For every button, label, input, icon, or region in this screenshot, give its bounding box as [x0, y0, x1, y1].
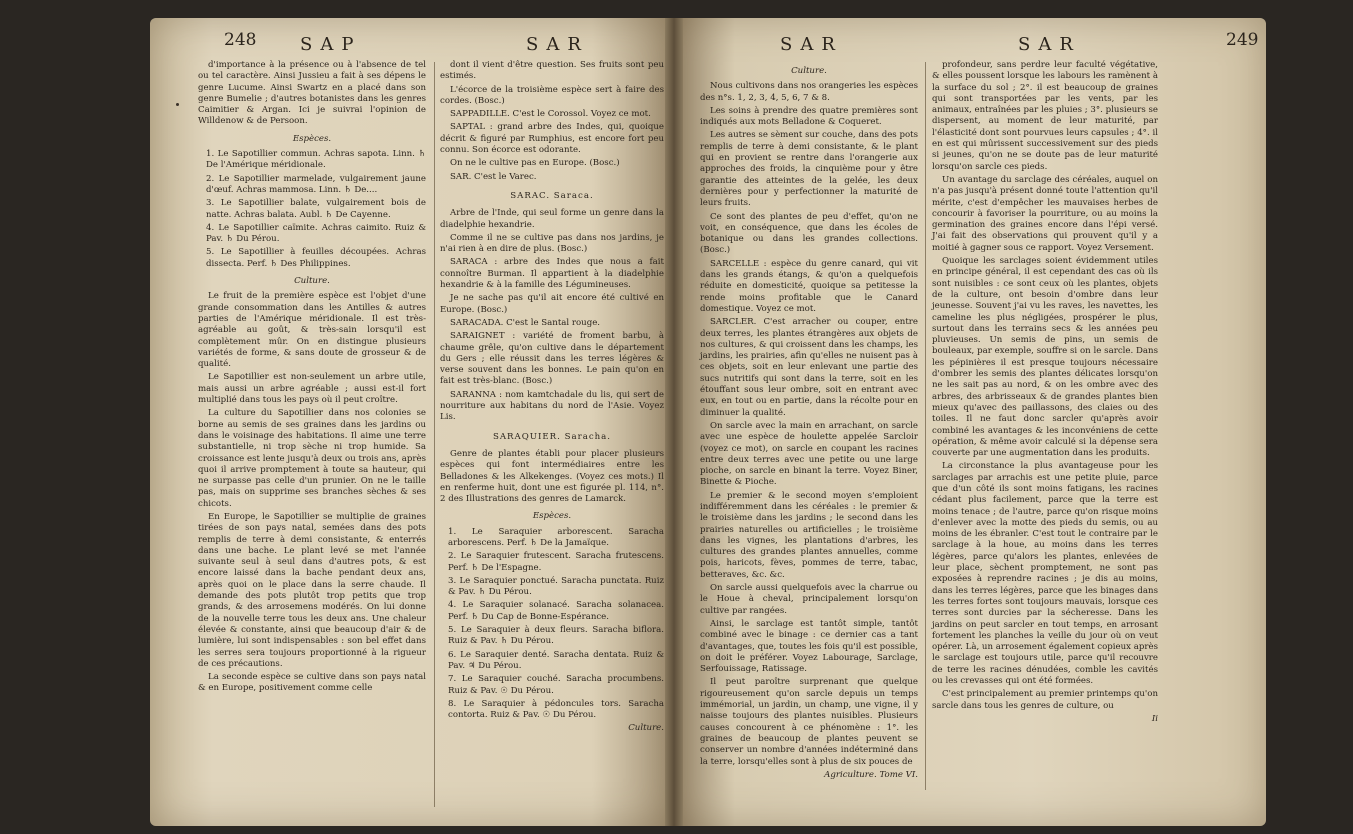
section-heading: Espèces.: [292, 133, 332, 144]
species-entry: 1. Le Sapotillier commun. Achras sapota. Linn. ♄ De l'Amérique méridionale.: [206, 149, 426, 171]
book-gutter: [665, 18, 683, 826]
species-entry: 5. Le Saraquier à deux fleurs. Saracha biflora. Ruiz & Pav. ♄ Du Pérou.: [448, 625, 664, 647]
right-column-rule: [925, 62, 926, 790]
paragraph: En Europe, le Sapotillier se multiplie de graines tirées de son pays natal, semées dans des pots remplis de terre à demi consistante, & enterrés dans une bache. Le plant levé se met l'année suivante seul à seul dans d'autres pots, & est encore laissé dans la bache pendant deux ans, après quoi on le place dans la serre chaude. Il demande des pots plutôt trop petits que trop grands, & des arrosemens modérés. On lui donne de la nouvelle terre tous les deux ans. Une chaleur élevée & constante, ainsi que beaucoup d'air & de lumière, lui sont indispensables : son bel effet dans les serres sera toujours proportionné à la rigueur de ces précautions.: [198, 511, 426, 669]
paragraph: La seconde espèce se cultive dans son pays natal & en Europe, positivement comme celle: [198, 672, 426, 694]
paragraph: Culture.: [628, 723, 664, 734]
paragraph: Ce sont des plantes de peu d'effet, qu'on ne voit, en conséquence, que dans les écoles de botanique ou dans les grandes collections. (Bosc.): [700, 211, 918, 256]
paragraph: Je ne sache pas qu'il ait encore été cultivé en Europe. (Bosc.): [440, 293, 664, 315]
right-column-2: [932, 60, 1158, 727]
left-header-left: SAP: [300, 34, 362, 55]
right-column-1: [700, 60, 918, 783]
paragraph: SAPTAL : grand arbre des Indes, qui, quoique décrit & figuré par Rumphius, est encore fort peu connu. Son écorce est odorante.: [440, 122, 664, 156]
paragraph: On sarcle aussi quelquefois avec la charrue ou le Houe à cheval, principalement lorsqu'on cultive par rangées.: [700, 583, 918, 616]
paragraph: Les soins à prendre des quatre premières sont indiqués aux mots Belladone & Coqueret.: [700, 105, 918, 128]
ink-spot: [176, 103, 179, 106]
paragraph: La culture du Sapotillier dans nos colonies se borne au semis de ses graines dans les jardins ou dans le voisinage des habitations. Il aime une terre substantielle, ni trop sèche ni trop humide. Sa croissance est lente jusqu'à deux ou trois ans, après quoi il arrive promptement à toute sa hauteur, qui ne surpasse pas celle d'un prunier. On ne le taille pas, mais on supprime ses branches sèches & ses chicots.: [198, 408, 426, 509]
species-entry: 2. Le Saraquier frutescent. Saracha frutescens. Perf. ♄ De l'Espagne.: [448, 551, 664, 573]
paragraph: L'écorce de la troisième espèce sert à faire des cordes. (Bosc.): [440, 84, 664, 106]
paragraph: Le fruit de la première espèce est l'objet d'une grande consommation dans les Antilles & autres parties de l'Amérique méridionale. Il est très-agréable au goût, & très-sain lorsqu'il est complètement mûr. On en distingue plusieurs variétés de forme, & sans doute de grosseur & de qualité.: [198, 291, 426, 370]
section-heading: Espèces.: [532, 511, 572, 522]
left-page-number: 248: [224, 30, 257, 50]
paragraph: profondeur, sans perdre leur faculté végétative, & elles poussent lorsque les labours les ramènent à la surface du sol ; 2°. il est beaucoup de graines qui sont transportées par les vents, par les animaux, entraînées par les pluies ; 3°. plusieurs se dispersent, au moment de leur maturité, par l'élasticité dont sont pourvues leurs capsules ; 4°. il en est qui mûrissent successivement sur des pieds si jeunes, qu'on ne se doute pas de leur maturité lorsqu'on sarcle ces pieds.: [932, 60, 1158, 172]
section-heading: Culture.: [791, 66, 827, 76]
right-header-right: SAR: [1018, 34, 1081, 55]
left-header-right: SAR: [526, 34, 589, 55]
paragraph: Les autres se sèment sur couche, dans des pots remplis de terre à demi consistante, & le plant qui en provient se rentre dans l'orangerie aux approches des froids, la cinquième pour y être garantie des atteintes de la gelée, les deux dernières pour y perfectionner la maturité de leurs fruits.: [700, 130, 918, 209]
species-entry: 6. Le Saraquier denté. Saracha dentata. Ruiz & Pav. ♃ Du Pérou.: [448, 649, 664, 671]
species-entry: 3. Le Sapotillier balate, vulgairement bois de natte. Achras balata. Aubl. ♄ De Cayenne.: [206, 198, 426, 220]
species-entry: 7. Le Saraquier couché. Saracha procumbens. Ruiz & Pav. ☉ Du Pérou.: [448, 674, 664, 696]
paragraph: On ne le cultive pas en Europe. (Bosc.): [450, 158, 620, 169]
paragraph: Un avantage du sarclage des céréales, auquel on n'a pas jusqu'à présent donné toute l'attention qu'il mérite, c'est d'empêcher les mauvaises herbes de concourir à favoriser la pourriture, ou au moins la germination des graines encore dans l'épi versé. J'ai fait des observations qui prouvent qu'il y a moitié à gagner sous ce rapport. Voyez Versement.: [932, 174, 1158, 253]
paragraph: SAR. C'est le Varec.: [450, 171, 537, 182]
species-entry: 4. Le Saraquier solanacé. Saracha solanacea. Perf. ♄ Du Cap de Bonne-Espérance.: [448, 600, 664, 622]
paragraph: Genre de plantes établi pour placer plusieurs espèces qui font intermédiaires entre les Belladones & les Alkekenges. (Voyez ces mots.) Il en renferme huit, dont une est figurée pl. 114, n°. 2 des Illustrations des genres de Lamarck.: [440, 448, 664, 505]
paragraph: C'est principalement au premier printemps qu'on sarcle dans tous les genres de culture, ou: [932, 689, 1158, 711]
paragraph: dont il vient d'être question. Ses fruits sont peu estimés.: [440, 60, 664, 82]
paragraph: Ainsi, le sarclage est tantôt simple, tantôt combiné avec le binage : ce dernier cas a tant d'avantages, que, toutes les fois qu'il est possible, on doit le préférer. Voyez Labourage, Sarclage, Serfouissage, Ratissage.: [700, 618, 918, 675]
left-column-2: [440, 60, 664, 737]
left-column-1: [198, 60, 426, 697]
paragraph: Ii: [1151, 713, 1158, 724]
left-column-rule: [434, 62, 435, 807]
species-entry: 8. Le Saraquier à pédoncules tors. Saracha contorta. Ruiz & Pav. ☉ Du Pérou.: [448, 698, 664, 721]
section-heading: Culture.: [294, 276, 330, 287]
paragraph: Quoique les sarclages soient évidemment utiles en principe général, il est cependant des cas où ils sont nuisibles : ce sont ceux où les plantes, objets de la culture, ont besoin d'ombre dans leur jeunesse. Souvent j'ai vu les raves, les navettes, les cameline les plus négligées, prospérer le plus, surtout dans les terrains secs & les années peu pluvieuses. Un semis de pins, un semis de bouleaux, par exemple, souffre si on le sarcle. Dans les pépinières il est presque toujours nécessaire d'ombrer les semis des plantes délicates lorsqu'on ne les sait pas au nord, & on les ombre avec des arbres, des arbrisseaux & de grandes plantes bien mieux qu'avec des paillassons, des claies ou des toiles. Il ne faut donc sarcler qu'après avoir combiné les avantages & les inconvéniens de cette opération, & même avoir calculé si la dépense sera couverte par une augmentation dans les produits.: [932, 256, 1158, 459]
paragraph: d'importance à la présence ou à l'absence de tel ou tel caractère. Ainsi Jussieu a fait à ses dépens le genre Lucume. Ainsi Swartz en a placé dans son genre Bumelie ; d'autres botanistes dans les genres Caimitier & Argan. Ici je suivrai l'opinion de Willdenow & de Persoon.: [198, 60, 426, 127]
paragraph: Le premier & le second moyen s'emploient indifféremment dans les céréales : le premier & le troisième dans les jardins ; le second dans les prairies naturelles ou artificielles ; le troisième dans les vignes, les plantations d'arbres, les cultures des grandes plantes annuelles, comme pois, haricots, fèves, pommes de terre, tabac, betteraves, &c. &c.: [700, 490, 918, 580]
paragraph: On sarcle avec la main en arrachant, on sarcle avec une espèce de houlette appelée Sarcloir (voyez ce mot), on sarcle en coupant les racines entre deux terres avec une petite ou une large pioche, on sarcle en binant la terre. Voyez Biner, Binette & Pioche.: [700, 420, 918, 488]
paragraph: SARCELLE : espèce du genre canard, qui vit dans les grands étangs, & qu'on a quelquefois réduite en domesticité, quoique sa petitesse la rende moins profitable que le Canard domestique. Voyez ce mot.: [700, 258, 918, 314]
paragraph: SARANNA : nom kamtchadale du lis, qui sert de nourriture aux habitans du nord de l'Asie. Voyez Lis.: [440, 389, 664, 423]
right-page-number: 249: [1226, 30, 1259, 50]
paragraph: Le Sapotillier est non-seulement un arbre utile, mais aussi un arbre agréable ; aussi est-il fort multiplié dans tous les pays où il peut croître.: [198, 372, 426, 406]
species-entry: 2. Le Sapotillier marmelade, vulgairement jaune d'œuf. Achras mammosa. Linn. ♄ De....: [206, 173, 426, 195]
right-header-left: SAR: [780, 34, 843, 55]
species-entry: 5. Le Sapotillier à feuilles découpées. Achras dissecta. Perf. ♄ Des Philippines.: [206, 247, 426, 269]
paragraph: Arbre de l'Inde, qui seul forme un genre dans la diadelphie hexandrie.: [440, 208, 664, 230]
paragraph: Il peut paroître surprenant que quelque rigoureusement qu'on sarcle depuis un temps immémorial, un jardin, un champ, une vigne, il y naisse toujours des plantes nuisibles. Plusieurs causes concourent à ce phénomène : 1°. les graines de beaucoup de plantes peuvent se conserver un nombre d'années indéterminé dans la terre, lorsqu'elles sont à plus de six pouces de: [700, 677, 918, 767]
species-entry: 3. Le Saraquier ponctué. Saracha punctata. Ruiz & Pav. ♄ Du Pérou.: [448, 575, 664, 598]
section-heading: SARAC. Saraca.: [510, 190, 594, 201]
species-entry: 1. Le Saraquier arborescent. Saracha arborescens. Perf. ♄ De la Jamaïque.: [448, 526, 664, 548]
paragraph: La circonstance la plus avantageuse pour les sarclages par arrachis est une petite pluie, parce que d'un côté ils sont moins fatigans, les racines cédant plus facilement, parce que la terre est moins tenace ; de l'autre, parce qu'on risque moins d'enlever avec la motte des pieds du semis, ou au moins de les ébranler. C'est tout le contraire par le sarclage à la houe, au moins dans les terres légères, parce qu'alors les plantes, enlevées de leur place, sèchent promptement, ne sont pas exposées à reprendre racines ; je dis au moins, dans les terres légères, parce que les binages dans les terres fortes sont toujours mauvais, lorsque ces terres sont durcies par la sécheresse. Dans les jardins on peut sarcler en tout temps, en arrosant fortement les planches la veille du jour où on veut opérer. Là, un arrosement également copieux après le sarclage est toujours utile, parce qu'il recouvre de terre les racines dénudées, comble les cavités ou les crevasses qui ont été formées.: [932, 461, 1158, 687]
paragraph: Comme il ne se cultive pas dans nos jardins, je n'ai rien à en dire de plus. (Bosc.): [440, 232, 664, 255]
paragraph: SARCLER. C'est arracher ou couper, entre deux terres, les plantes étrangères aux objets de nos cultures, & qui croissent dans les champs, les jardins, les prairies, afin qu'elles ne nuisent pas à ces objets, soit en leur enlevant une partie des sucs nutritifs qui sont dans la terre, soit en les étouffant sous leur ombre, soit en entrant avec eux, en tout ou en partie, dans la récolte pour en diminuer la qualité.: [700, 317, 918, 418]
paragraph: SARACADA. C'est le Santal rouge.: [450, 317, 601, 328]
paragraph: SAPPADILLE. C'est le Corossol. Voyez ce mot.: [450, 109, 651, 120]
paragraph: Nous cultivons dans nos orangeries les espèces des n°s. 1, 2, 3, 4, 5, 6, 7 & 8.: [700, 81, 918, 103]
section-heading: SARAQUIER. Saracha.: [492, 431, 612, 442]
paragraph: SARAIGNET : variété de froment barbu, à chaume grêle, qu'on cultive dans le département du Gers ; elle réussit dans les terres légères & verse souvent dans les bonnes. Le pain qu'on en fait est très-blanc. (Bosc.): [440, 331, 664, 387]
paragraph: Agriculture. Tome VI.: [824, 769, 918, 780]
species-entry: 4. Le Sapotillier caïmite. Achras caimito. Ruiz & Pav. ♄ Du Pérou.: [206, 222, 426, 245]
paragraph: SARACA : arbre des Indes que nous a fait connoître Burman. Il appartient à la diadelphie hexandrie & à la famille des Légumineuses.: [440, 257, 664, 291]
